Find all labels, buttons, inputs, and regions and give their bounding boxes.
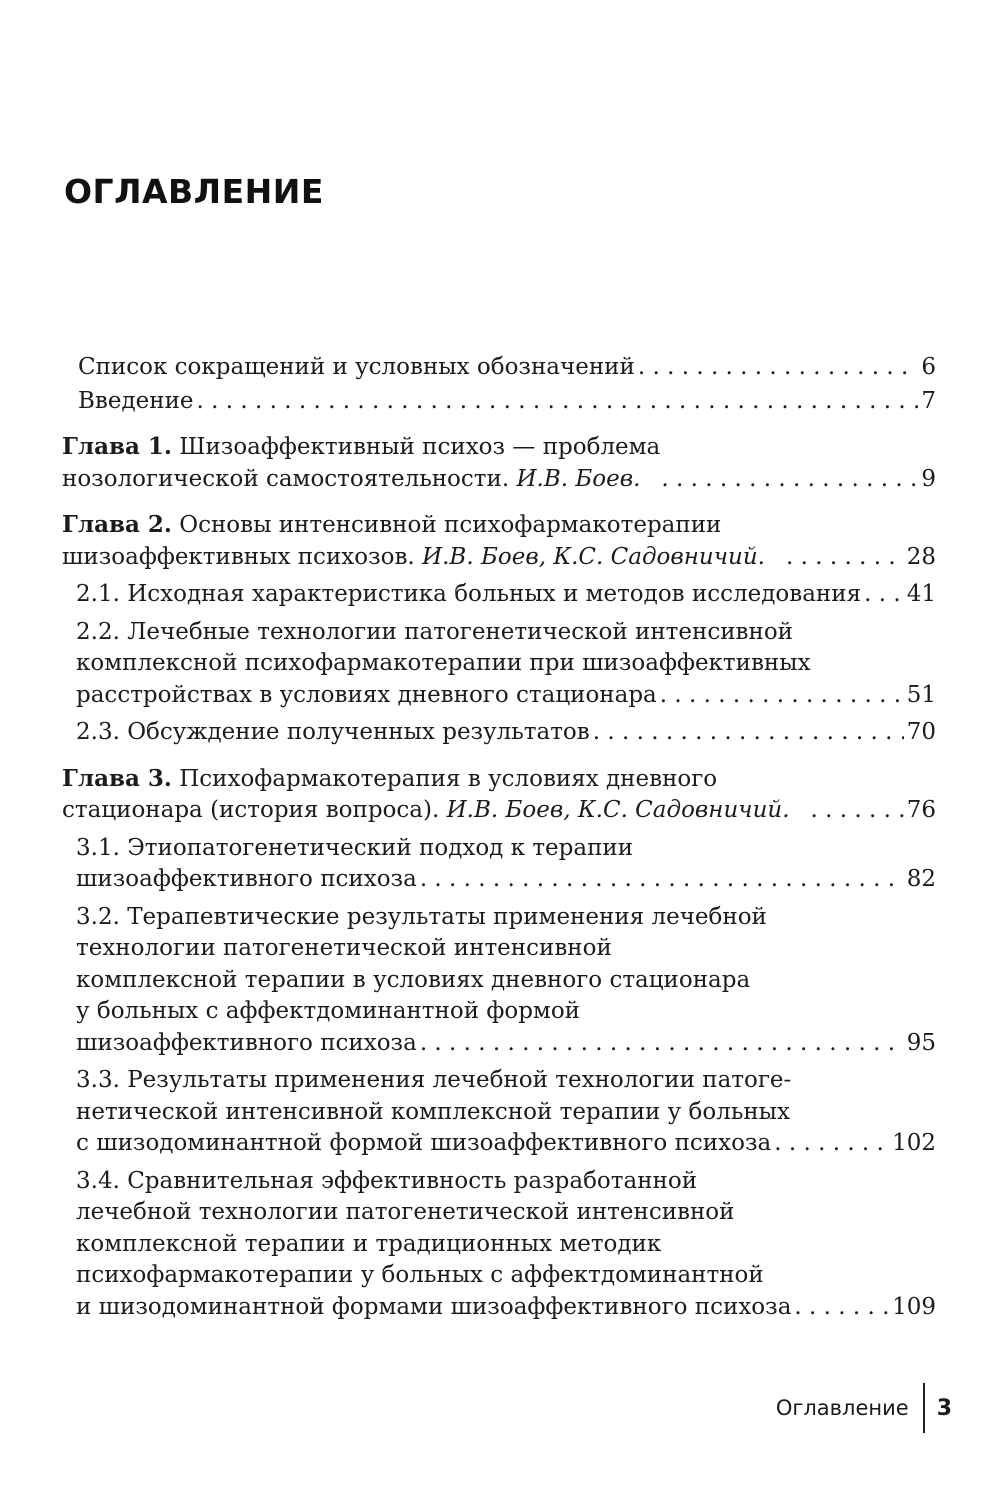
section-title-cont: лечебной технологии патогенетической интенсивной — [76, 1199, 735, 1225]
chapter-title: Психофармакотерапия в условиях дневного — [179, 765, 718, 792]
toc-section-3-3[interactable] — [62, 1065, 936, 1160]
table-of-contents — [62, 352, 936, 1323]
dot-leader — [811, 795, 904, 827]
page-title: ОГЛАВЛЕНИЕ — [64, 172, 324, 211]
section-title-cont: психофармакотерапии у больных с аффектдоминантной — [76, 1262, 764, 1288]
chapter-author: И.В. Боев, К.С. Садовничий. — [422, 543, 765, 570]
toc-section-3-2[interactable] — [62, 902, 936, 1060]
toc-section-2-3[interactable] — [62, 717, 936, 749]
chapter-label: Глава 2. — [62, 511, 172, 538]
toc-page-number: 6 — [921, 354, 936, 380]
section-title-cont: у больных с аффектдоминантной формой — [76, 998, 580, 1024]
section-title-cont: шизоаффективного психоза — [76, 1029, 417, 1056]
section-title-cont: расстройствах в условиях дневного стационара — [76, 681, 657, 708]
toc-section-3-4[interactable] — [62, 1166, 936, 1324]
footer-divider — [923, 1383, 925, 1433]
footer-section-title: Оглавление — [775, 1396, 909, 1420]
toc-entry-abbreviations[interactable] — [62, 352, 936, 384]
chapter-title-cont: шизоаффективных психозов. — [62, 543, 415, 570]
chapter-author: И.В. Боев. — [516, 465, 641, 492]
section-title-cont: комплексной терапии в условиях дневного стационара — [76, 966, 751, 993]
section-title-cont: шизоаффективного психоза — [76, 866, 417, 892]
section-title-cont: и шизодоминантной формами шизоаффективного психоза — [76, 1293, 792, 1320]
toc-entry-text: Введение — [78, 387, 194, 414]
dot-leader — [786, 542, 904, 574]
toc-section-3-1[interactable] — [62, 833, 936, 896]
dot-leader — [593, 717, 904, 749]
dot-leader — [420, 1028, 904, 1060]
toc-entry-text: Список сокращений и условных обозначений — [78, 354, 635, 380]
toc-page-number: 51 — [906, 681, 936, 708]
chapter-author: И.В. Боев, К.С. Садовничий. — [446, 797, 790, 823]
dot-leader — [197, 386, 919, 418]
toc-page-number: 7 — [921, 387, 936, 414]
section-title: 3.1. Этиопатогенетический подход к терапии — [76, 834, 634, 861]
toc-section-2-2[interactable] — [62, 617, 936, 712]
toc-page-number: 95 — [906, 1029, 936, 1056]
chapter-title: Шизоаффективный психоз — проблема — [179, 434, 661, 460]
toc-chapter-3[interactable] — [62, 763, 936, 827]
section-title: 3.4. Сравнительная эффективность разработанной — [76, 1167, 698, 1194]
toc-section-2-1[interactable] — [62, 579, 936, 611]
footer-page-number: 3 — [936, 1395, 952, 1421]
toc-page-number: 28 — [906, 543, 936, 570]
toc-page-number: 102 — [892, 1130, 936, 1156]
toc-entry-introduction[interactable] — [62, 386, 936, 418]
toc-page-number: 9 — [921, 465, 936, 492]
chapter-label: Глава 1. — [62, 433, 172, 460]
section-title: 3.3. Результаты применения лечебной технологии патоге- — [76, 1067, 792, 1093]
toc-chapter-2[interactable] — [62, 509, 936, 573]
section-title: 2.3. Обсуждение полученных результатов — [76, 719, 590, 745]
toc-page-number: 109 — [892, 1293, 936, 1320]
chapter-title-cont: нозологической самостоятельности. — [62, 465, 510, 492]
section-title-cont: технологии патогенетической интенсивной — [76, 935, 612, 961]
section-title-cont: комплексной терапии и традиционных методик — [76, 1230, 662, 1257]
toc-page-number: 76 — [906, 797, 936, 823]
dot-leader — [774, 1128, 889, 1160]
dot-leader — [638, 352, 919, 384]
dot-leader — [794, 1292, 889, 1324]
dot-leader — [864, 579, 904, 611]
dot-leader — [420, 864, 904, 896]
dot-leader — [660, 680, 904, 712]
chapter-label: Глава 3. — [62, 764, 172, 792]
dot-leader — [661, 464, 918, 496]
section-title-cont: нетической интенсивной комплексной терапии у больных — [76, 1098, 790, 1125]
chapter-title-cont: стационара (история вопроса). — [62, 797, 440, 823]
section-title: 2.2. Лечебные технологии патогенетической интенсивной — [76, 618, 794, 645]
section-title: 2.1. Исходная характеристика больных и методов исследования — [76, 581, 862, 607]
toc-page-number: 70 — [906, 719, 936, 745]
toc-chapter-1[interactable] — [62, 431, 936, 495]
section-title-cont: с шизодоминантной формой шизоаффективного психоза — [76, 1130, 772, 1156]
section-title: 3.2. Терапевтические результаты применения лечебной — [76, 903, 767, 930]
running-footer — [776, 1383, 952, 1433]
chapter-title: Основы интенсивной психофармакотерапии — [179, 512, 722, 538]
toc-page-number: 82 — [906, 866, 936, 892]
toc-page-number: 41 — [906, 581, 936, 607]
section-title-cont: комплексной психофармакотерапии при шизоаффективных — [76, 650, 811, 676]
